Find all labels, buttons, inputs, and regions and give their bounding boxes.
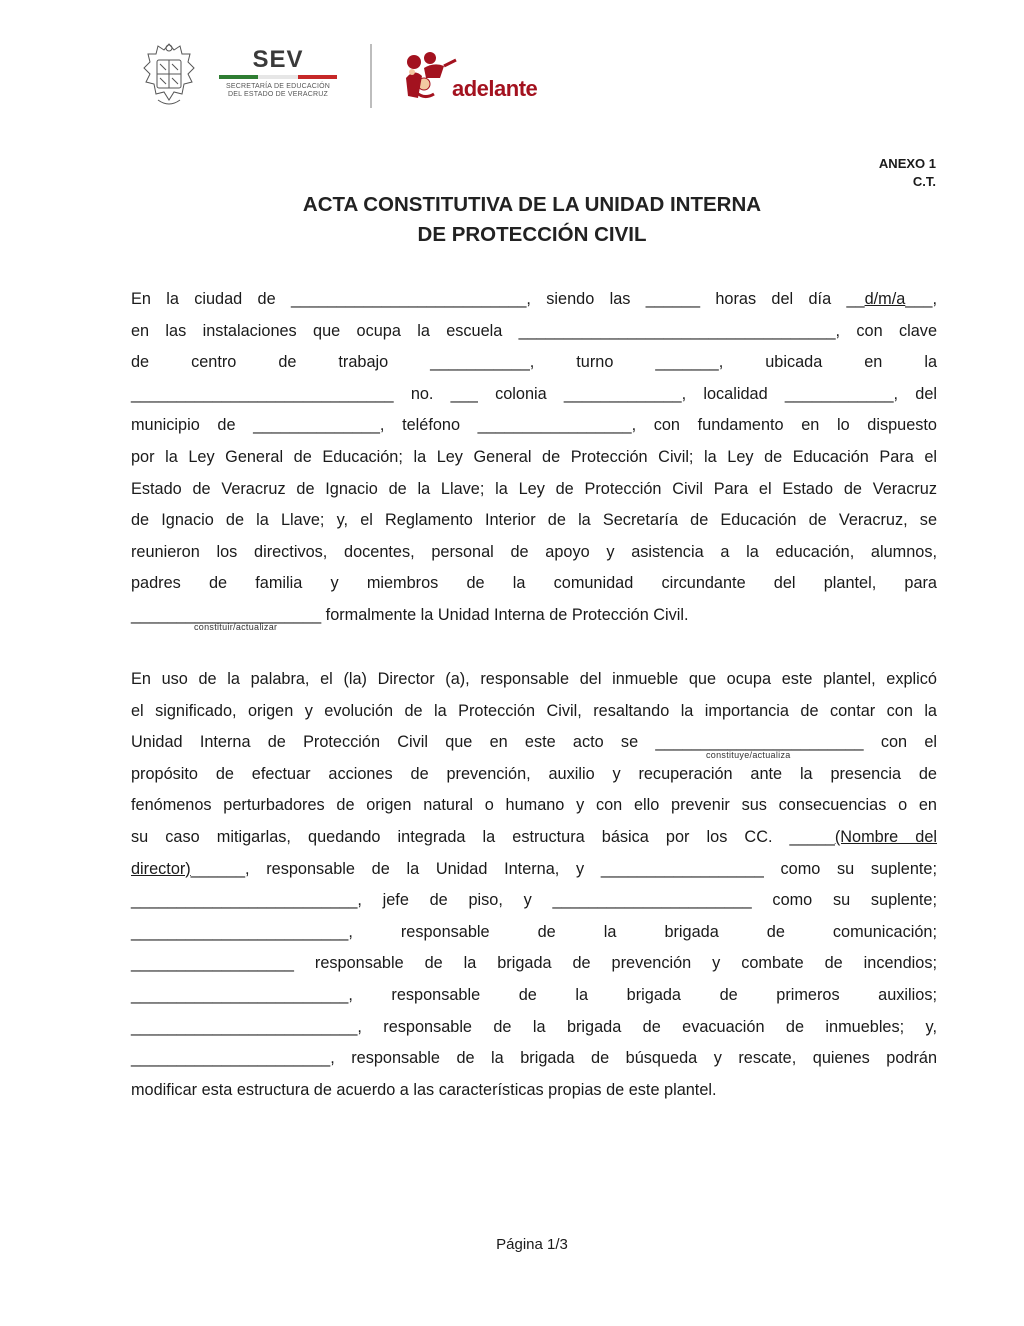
constituye-label: constituye/actualiza [706,750,791,760]
paragraph-1 [131,284,937,632]
paragraph-line: En uso de la palabra, el (la) Director (a), responsable del inmueble que ocupa este plantel, explicó [131,670,937,688]
children-figures-icon [400,48,460,108]
paragraph-line: reunieron los directivos, docentes, personal de apoyo y asistencia a la educación, alumnos, [131,542,937,561]
paragraph-line: su caso mitigarlas, quedando integrada la estructura básica por los CC. _____(Nombre del [131,827,937,846]
paragraph-line: de Ignacio de la Llave; y, el Reglamento Interior de la Secretaría de Educación de Veracruz, se [131,511,937,530]
paragraph-line: municipio de ______________, teléfono _________________, con fundamento en lo dispuesto [131,416,937,435]
annex-label [879,155,936,191]
sev-subtitle-1: SECRETARÍA DE EDUCACIÓN [225,83,331,90]
veracruz-crest-logo [138,40,200,110]
sev-subtitle-2: DEL ESTADO DE VERACRUZ [227,91,329,98]
paragraph-line: _____________________________ no. ___ colonia _____________, localidad ____________, del [131,384,937,403]
adelante-wordmark: adelante [452,76,538,101]
annex-number: ANEXO 1 [878,156,936,171]
paragraph-line: _____________________ formalmente la Unidad Interna de Protección Civil. [131,605,689,624]
title-line-2: DE PROTECCIÓN CIVIL [417,223,647,246]
paragraph-line: el significado, origen y evolución de la Protección Civil, resaltando la importancia de contar con la [131,701,937,720]
document-header [138,38,558,112]
paragraph-line: padres de familia y miembros de la comunidad circundante del plantel, para [131,574,937,593]
constituir-label: constituir/actualizar [194,622,278,632]
sev-title: SEV [252,46,304,73]
paragraph-line: fenómenos perturbadores de origen natural o humano y con ello prevenir sus consecuencias o en [131,796,937,815]
paragraph-line: por la Ley General de Educación; la Ley General de Protección Civil; la Ley de Educación Para el [131,447,937,466]
director-placeholder: (Nombre del [834,827,937,846]
paragraph-line: director)______, responsable de la Unidad Interna, y __________________ como su suplente; [131,859,937,878]
sev-logo [216,48,340,110]
title-line-1: ACTA CONSTITUTIVA DE LA UNIDAD INTERNA [302,193,762,216]
paragraph-line: ______________________, responsable de la brigada de búsqueda y rescate, quienes podrán [131,1049,937,1068]
paragraph-line: de centro de trabajo ___________, turno _______, ubicada en la [131,353,937,372]
document-title [0,190,1024,250]
adelante-logo [400,46,550,110]
paragraph-line: Estado de Veracruz de Ignacio de la Llave; la Ley de Protección Civil Para el Estado de Veracruz [131,479,937,498]
paragraph-2 [131,664,937,1106]
logo-divider [370,44,372,108]
annex-code: C.T. [912,174,936,189]
paragraph-line: en las instalaciones que ocupa la escuela ___________________________________, con clave [131,321,937,340]
paragraph-line: modificar esta estructura de acuerdo a las características propias de este plantel. [131,1080,717,1099]
paragraph-line: ________________________, responsable de la brigada de comunicación; [131,922,937,941]
director-placeholder-end: director) [131,859,191,878]
paragraph-line: _________________________, jefe de piso, y ______________________ como su suplente; [131,891,937,910]
page-number: Página 1/3 [496,1236,568,1253]
paragraph-line: _________________________, responsable de la brigada de evacuación de inmuebles; y, [131,1017,937,1036]
paragraph-line: __________________ responsable de la brigada de prevención y combate de incendios; [131,954,937,973]
paragraph-line: propósito de efectuar acciones de prevención, auxilio y recuperación ante la presencia de [131,764,937,783]
paragraph-line: Unidad Interna de Protección Civil que en este acto se _______________________ con el [131,733,937,752]
date-placeholder: d/m/a [864,290,906,308]
paragraph-line: En la ciudad de __________________________, siendo las ______ horas del día __d/m/a___, [131,290,937,308]
mexico-flag-bar [219,75,337,79]
paragraph-line: ________________________, responsable de la brigada de primeros auxilios; [131,985,937,1004]
